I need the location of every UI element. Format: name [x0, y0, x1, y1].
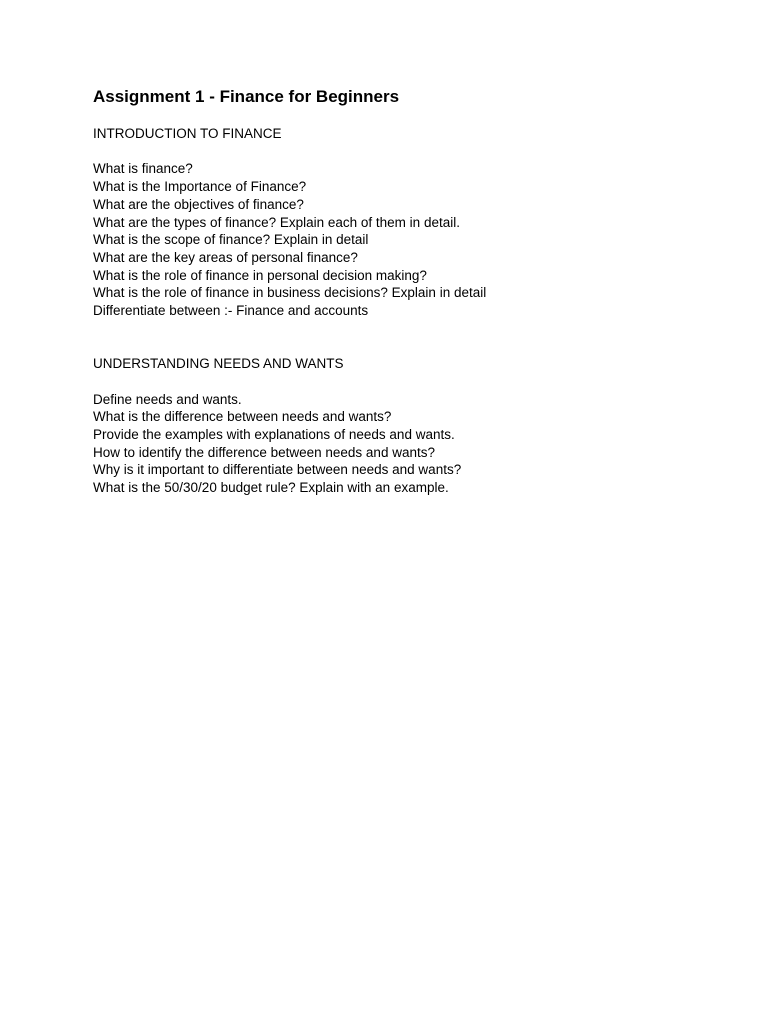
- question-list: [93, 160, 713, 319]
- document-title: Assignment 1 - Finance for Beginners: [93, 87, 400, 106]
- question-item: What is the role of finance in personal decision making?: [93, 267, 427, 283]
- section-heading: UNDERSTANDING NEEDS AND WANTS: [93, 356, 344, 372]
- question-item: What is the scope of finance? Explain in detail: [93, 232, 369, 248]
- document-content: [93, 86, 713, 497]
- section-heading: INTRODUCTION TO FINANCE: [93, 126, 282, 141]
- question-item: What is the Importance of Finance?: [93, 179, 307, 195]
- question-item: What is the role of finance in business decisions? Explain in detail: [93, 285, 487, 301]
- question-item: What are the objectives of finance?: [93, 196, 304, 212]
- section-introduction-to-finance: [93, 125, 713, 320]
- question-item: Why is it important to differentiate between needs and wants?: [93, 462, 462, 478]
- question-item: What is the 50/30/20 budget rule? Explain with an example.: [93, 480, 449, 496]
- question-item: Define needs and wants.: [93, 391, 242, 407]
- question-list: [93, 391, 713, 497]
- question-item: What is the difference between needs and wants?: [93, 409, 392, 425]
- question-item: How to identify the difference between needs and wants?: [93, 444, 435, 460]
- question-item: What are the types of finance? Explain each of them in detail.: [93, 214, 460, 230]
- section-understanding-needs-and-wants: [93, 355, 713, 497]
- question-item: What are the key areas of personal finance?: [93, 249, 358, 265]
- question-item: Differentiate between :- Finance and accounts: [93, 303, 369, 319]
- question-item: Provide the examples with explanations of needs and wants.: [93, 427, 455, 443]
- question-item: What is finance?: [93, 161, 193, 177]
